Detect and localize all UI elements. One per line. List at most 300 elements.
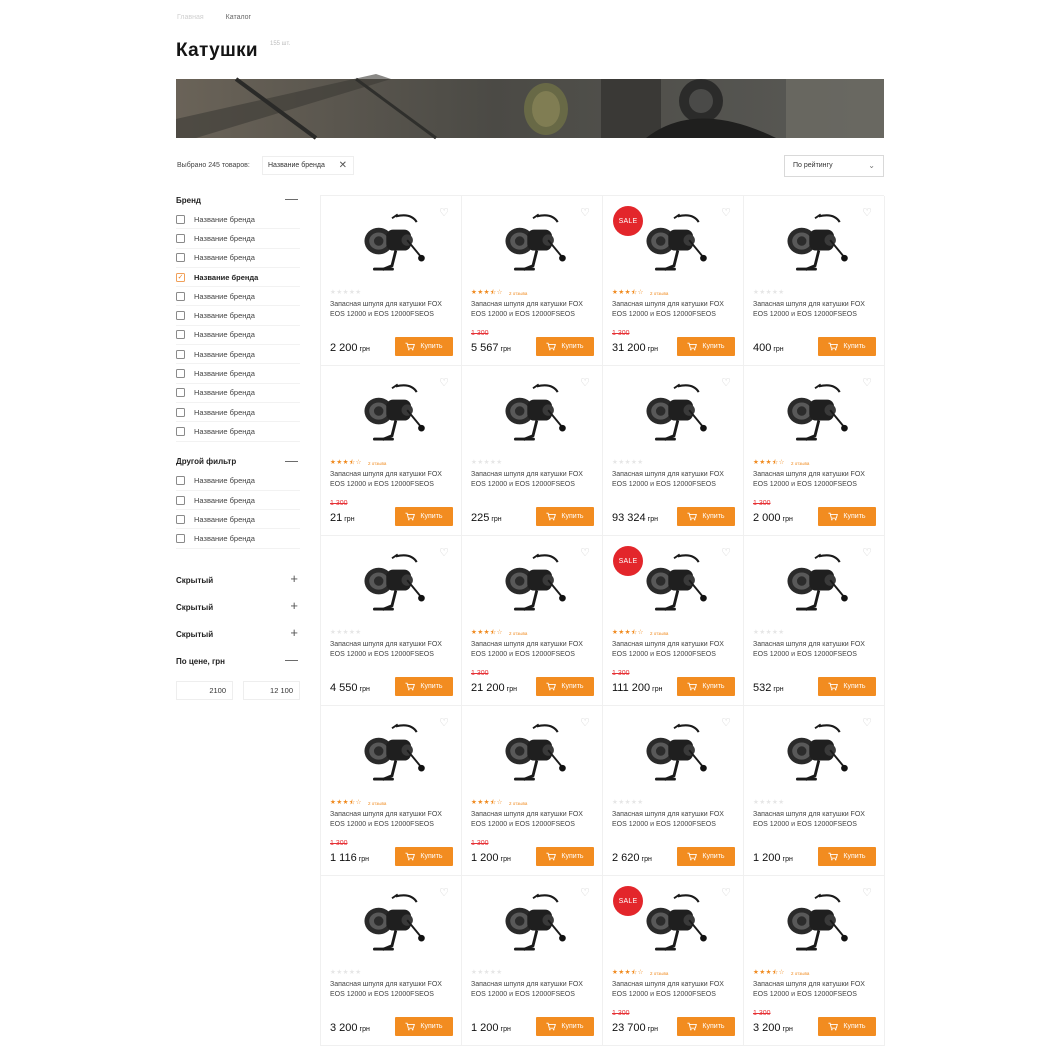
star-rating-icon: ★★★⯪☆ — [471, 289, 503, 296]
product-price — [471, 342, 511, 354]
buy-button[interactable] — [818, 507, 876, 526]
product-rating — [330, 968, 362, 976]
product-grid — [320, 195, 884, 1046]
product-name[interactable]: Запасная шпуля для катушки FOX EOS 12000 и EOS 12000FSEOS — [330, 301, 442, 318]
cart-icon — [405, 1022, 415, 1031]
filter-hidden-3[interactable] — [176, 621, 300, 648]
buy-label: Купить — [702, 853, 725, 860]
product-rating — [330, 798, 386, 809]
heart-icon[interactable]: ♡ — [862, 887, 872, 899]
price-from-input[interactable]: 2100 — [176, 681, 233, 700]
product-rating — [471, 968, 503, 976]
heart-icon[interactable]: ♡ — [862, 717, 872, 729]
heart-icon[interactable]: ♡ — [580, 207, 590, 219]
buy-label: Купить — [420, 1023, 443, 1030]
checkbox[interactable] — [176, 427, 185, 436]
product-image[interactable] — [495, 378, 571, 446]
product-image[interactable] — [777, 208, 853, 276]
product-price — [612, 512, 658, 524]
product-price — [330, 1022, 370, 1034]
product-rating — [471, 798, 527, 809]
checkbox[interactable] — [176, 515, 185, 524]
product-name[interactable]: Запасная шпуля для катушки FOX EOS 12000 и EOS 12000FSEOS — [612, 471, 724, 488]
product-card[interactable] — [321, 876, 462, 1046]
price-value: 2 620 — [612, 852, 640, 864]
product-card[interactable] — [462, 536, 603, 706]
star-rating-icon: ★★★★★ — [612, 459, 644, 466]
price-currency: грн — [782, 1026, 793, 1033]
heart-icon[interactable]: ♡ — [439, 887, 449, 899]
cart-icon — [828, 342, 838, 351]
sale-badge: SALE — [613, 546, 643, 576]
product-name[interactable]: Запасная шпуля для катушки FOX EOS 12000 и EOS 12000FSEOS — [471, 471, 583, 488]
product-image[interactable] — [495, 718, 571, 786]
active-filter-chip — [262, 156, 354, 175]
close-icon[interactable]: ✕ — [338, 160, 347, 171]
old-price: 1 300 — [330, 500, 348, 507]
price-range — [176, 681, 300, 700]
heart-icon[interactable]: ♡ — [439, 717, 449, 729]
filter-option[interactable] — [176, 510, 300, 529]
star-rating-icon: ★★★★★ — [471, 969, 503, 976]
price-value: 400 — [753, 342, 772, 354]
price-currency: грн — [647, 516, 658, 523]
heart-icon[interactable]: ♡ — [580, 717, 590, 729]
reviews-count[interactable]: 2 отзыва — [649, 291, 669, 296]
price-value: 1 200 — [753, 852, 781, 864]
reviews-count[interactable]: 2 отзыва — [649, 631, 669, 636]
price-currency: грн — [359, 686, 370, 693]
buy-button[interactable] — [536, 337, 594, 356]
breadcrumb-current: Каталог — [225, 14, 252, 21]
old-price: 1 300 — [612, 670, 630, 677]
product-card[interactable] — [744, 876, 885, 1046]
product-card[interactable] — [462, 876, 603, 1046]
product-image[interactable] — [354, 378, 430, 446]
cart-icon — [546, 682, 556, 691]
price-value: 93 324 — [612, 512, 646, 524]
product-card[interactable] — [744, 706, 885, 876]
product-card[interactable] — [462, 366, 603, 536]
product-name[interactable]: Запасная шпуля для катушки FOX EOS 12000 и EOS 12000FSEOS — [612, 301, 724, 318]
product-card[interactable] — [321, 366, 462, 536]
price-value: 532 — [753, 682, 772, 694]
reviews-count[interactable]: 2 отзыва — [649, 971, 669, 976]
star-rating-icon: ★★★⯪☆ — [753, 459, 785, 466]
filter-option[interactable] — [176, 249, 300, 268]
filter-option[interactable] — [176, 403, 300, 422]
old-price: 1 300 — [753, 1010, 771, 1017]
buy-button[interactable] — [677, 847, 735, 866]
heart-icon[interactable]: ♡ — [721, 887, 731, 899]
filter-hidden-2[interactable] — [176, 594, 300, 621]
product-rating — [753, 458, 809, 469]
product-image[interactable] — [777, 718, 853, 786]
buy-label: Купить — [561, 853, 584, 860]
buy-button[interactable] — [536, 847, 594, 866]
cart-icon — [546, 342, 556, 351]
old-price: 1 300 — [471, 840, 489, 847]
filter-option[interactable] — [176, 491, 300, 510]
reviews-count[interactable]: 2 отзыва — [508, 631, 528, 636]
buy-button[interactable] — [818, 677, 876, 696]
price-currency: грн — [359, 1026, 370, 1033]
product-rating — [612, 628, 668, 639]
filter-other-list — [176, 472, 300, 549]
product-price — [471, 682, 517, 694]
checkbox[interactable] — [176, 292, 185, 301]
checkbox[interactable] — [176, 330, 185, 339]
product-name[interactable]: Запасная шпуля для катушки FOX EOS 12000 и EOS 12000FSEOS — [471, 981, 583, 998]
checkbox[interactable] — [176, 388, 185, 397]
product-rating — [330, 458, 386, 469]
checkbox[interactable] — [176, 496, 185, 505]
product-image[interactable] — [495, 888, 571, 956]
heart-icon[interactable]: ♡ — [580, 887, 590, 899]
heart-icon[interactable]: ♡ — [721, 207, 731, 219]
price-currency: грн — [358, 856, 370, 863]
checkbox[interactable] — [176, 350, 185, 359]
price-currency: грн — [773, 346, 784, 353]
reviews-count[interactable]: 2 отзыва — [790, 461, 810, 466]
product-image[interactable] — [495, 208, 571, 276]
heart-icon[interactable]: ♡ — [439, 207, 449, 219]
product-card[interactable] — [321, 196, 462, 366]
buy-button[interactable] — [818, 1017, 876, 1036]
product-image[interactable] — [495, 548, 571, 616]
sort-label: По рейтингу — [793, 162, 833, 169]
filter-option[interactable] — [176, 210, 300, 229]
filter-option-label: Название бренда — [194, 233, 255, 243]
product-rating — [471, 458, 503, 466]
product-card[interactable] — [744, 366, 885, 536]
filter-option[interactable] — [176, 268, 300, 287]
filter-option-label: Название бренда — [194, 534, 255, 544]
product-card[interactable] — [321, 536, 462, 706]
price-value: 5 567 — [471, 342, 499, 354]
buy-button[interactable] — [677, 1017, 735, 1036]
filter-option-label: Название бренда — [194, 349, 255, 359]
cart-icon — [828, 682, 838, 691]
heart-icon[interactable]: ♡ — [862, 547, 872, 559]
filter-option-label: Название бренда — [194, 407, 255, 417]
filter-option[interactable] — [176, 229, 300, 248]
price-value: 21 200 — [471, 682, 505, 694]
cart-icon — [828, 1022, 838, 1031]
chip-label: Название бренда — [268, 162, 325, 169]
filter-other-header[interactable] — [176, 452, 300, 472]
filter-other-title: Другой фильтр — [176, 457, 237, 467]
reviews-count[interactable]: 2 отзыва — [508, 801, 528, 806]
product-card[interactable] — [603, 196, 744, 366]
cart-icon — [405, 512, 415, 521]
price-value: 1 200 — [471, 1022, 499, 1034]
star-rating-icon: ★★★⯪☆ — [330, 459, 362, 466]
chevron-down-icon: ⌄ — [868, 161, 875, 170]
price-currency: грн — [491, 516, 502, 523]
price-currency: грн — [641, 856, 652, 863]
product-rating — [612, 798, 644, 806]
product-price — [612, 1022, 658, 1034]
buy-label: Купить — [702, 343, 725, 350]
price-value: 3 200 — [330, 1022, 358, 1034]
checkbox[interactable] — [176, 234, 185, 243]
product-image[interactable] — [777, 548, 853, 616]
expand-icon[interactable]: + — [290, 597, 298, 613]
buy-label: Купить — [420, 343, 443, 350]
buy-button[interactable] — [536, 507, 594, 526]
category-banner — [176, 79, 884, 138]
product-image[interactable] — [354, 208, 430, 276]
buy-label: Купить — [702, 513, 725, 520]
product-name[interactable]: Запасная шпуля для катушки FOX EOS 12000 и EOS 12000FSEOS — [612, 641, 724, 658]
filter-brand-list — [176, 210, 300, 442]
filter-option[interactable] — [176, 306, 300, 325]
checkbox[interactable] — [176, 408, 185, 417]
product-image[interactable] — [777, 888, 853, 956]
buy-button[interactable] — [395, 847, 453, 866]
reviews-count[interactable]: 2 отзыва — [367, 461, 387, 466]
price-value: 21 — [330, 512, 343, 524]
price-currency: грн — [782, 856, 793, 863]
product-name[interactable]: Запасная шпуля для катушки FOX EOS 12000 и EOS 12000FSEOS — [753, 811, 865, 828]
buy-label: Купить — [420, 513, 443, 520]
filter-option[interactable] — [176, 345, 300, 364]
product-rating — [330, 628, 362, 636]
buy-button[interactable] — [818, 337, 876, 356]
heart-icon[interactable]: ♡ — [862, 207, 872, 219]
product-name[interactable]: Запасная шпуля для катушки FOX EOS 12000 и EOS 12000FSEOS — [471, 301, 583, 318]
buy-button[interactable] — [677, 337, 735, 356]
star-rating-icon: ★★★⯪☆ — [471, 799, 503, 806]
heart-icon[interactable]: ♡ — [439, 377, 449, 389]
price-currency: грн — [506, 686, 517, 693]
product-price — [753, 342, 784, 354]
filter-hidden-title: Скрытый — [176, 629, 214, 639]
cart-icon — [546, 1022, 556, 1031]
cart-icon — [405, 682, 415, 691]
buy-button[interactable] — [677, 677, 735, 696]
expand-icon[interactable]: + — [290, 624, 298, 640]
sale-badge: SALE — [613, 886, 643, 916]
product-rating — [612, 288, 668, 299]
page-title: Катушки — [176, 40, 258, 61]
cart-icon — [687, 682, 697, 691]
buy-button[interactable] — [395, 677, 453, 696]
product-card[interactable] — [603, 876, 744, 1046]
star-rating-icon: ★★★⯪☆ — [612, 969, 644, 976]
buy-label: Купить — [420, 683, 443, 690]
product-image[interactable] — [354, 718, 430, 786]
heart-icon[interactable]: ♡ — [721, 377, 731, 389]
buy-button[interactable] — [395, 1017, 453, 1036]
filter-option-label: Название бренда — [194, 476, 255, 486]
checkbox[interactable] — [176, 476, 185, 485]
product-name[interactable]: Запасная шпуля для катушки FOX EOS 12000 и EOS 12000FSEOS — [753, 981, 865, 998]
filter-option-label: Название бренда — [194, 369, 255, 379]
old-price: 1 300 — [471, 330, 489, 337]
product-name[interactable]: Запасная шпуля для катушки FOX EOS 12000 и EOS 12000FSEOS — [612, 811, 724, 828]
buy-button[interactable] — [536, 677, 594, 696]
old-price: 1 300 — [753, 500, 771, 507]
product-rating — [753, 628, 785, 636]
product-price — [330, 342, 370, 354]
filter-option-label: Название бренда — [194, 495, 255, 505]
product-price — [753, 1022, 793, 1034]
buy-button[interactable] — [818, 847, 876, 866]
cart-icon — [546, 512, 556, 521]
checkbox[interactable] — [176, 534, 185, 543]
product-card[interactable] — [603, 536, 744, 706]
heart-icon[interactable]: ♡ — [580, 547, 590, 559]
filter-price-header[interactable] — [176, 648, 300, 675]
product-image[interactable] — [636, 718, 712, 786]
price-to-input[interactable]: 12 100 — [243, 681, 300, 700]
buy-button[interactable] — [677, 507, 735, 526]
product-card[interactable] — [603, 706, 744, 876]
product-price — [612, 682, 662, 694]
price-currency: грн — [782, 516, 793, 523]
product-image[interactable] — [354, 548, 430, 616]
product-card[interactable] — [744, 196, 885, 366]
heart-icon[interactable]: ♡ — [439, 547, 449, 559]
product-name[interactable]: Запасная шпуля для катушки FOX EOS 12000 и EOS 12000FSEOS — [330, 641, 442, 658]
filter-brand-header[interactable] — [176, 190, 300, 210]
star-rating-icon: ★★★★★ — [753, 289, 785, 296]
checkbox[interactable] — [176, 215, 185, 224]
product-price — [330, 682, 370, 694]
buy-button[interactable] — [395, 507, 453, 526]
expand-icon[interactable]: + — [290, 570, 298, 586]
product-card[interactable] — [603, 366, 744, 536]
collapse-icon[interactable]: — — [285, 651, 298, 667]
star-rating-icon: ★★★⯪☆ — [330, 799, 362, 806]
product-rating — [330, 288, 362, 296]
filter-option-label: Название бренда — [194, 388, 255, 398]
product-card[interactable] — [321, 706, 462, 876]
product-rating — [753, 798, 785, 806]
sort-select[interactable] — [784, 155, 884, 177]
checkbox[interactable]: ✓ — [177, 273, 184, 281]
filter-option-label: Название бренда — [194, 426, 255, 436]
product-price — [612, 342, 658, 354]
buy-label: Купить — [843, 683, 866, 690]
price-value: 3 200 — [753, 1022, 781, 1034]
filter-option[interactable] — [176, 326, 300, 345]
product-name[interactable]: Запасная шпуля для катушки FOX EOS 12000 и EOS 12000FSEOS — [330, 471, 442, 488]
filter-option[interactable] — [176, 364, 300, 383]
product-price — [330, 512, 355, 524]
old-price: 1 300 — [612, 330, 630, 337]
product-price — [471, 852, 511, 864]
buy-button[interactable] — [536, 1017, 594, 1036]
product-image[interactable] — [777, 378, 853, 446]
old-price: 1 300 — [330, 840, 348, 847]
reviews-count[interactable]: 2 отзыва — [508, 291, 528, 296]
star-rating-icon: ★★★★★ — [330, 629, 362, 636]
product-name[interactable]: Запасная шпуля для катушки FOX EOS 12000 и EOS 12000FSEOS — [612, 981, 724, 998]
checkbox[interactable] — [176, 369, 185, 378]
price-currency: грн — [359, 346, 370, 353]
price-value: 31 200 — [612, 342, 646, 354]
buy-label: Купить — [843, 343, 866, 350]
price-currency: грн — [652, 686, 663, 693]
reviews-count[interactable]: 2 отзыва — [790, 971, 810, 976]
star-rating-icon: ★★★⯪☆ — [753, 969, 785, 976]
cart-icon — [405, 852, 415, 861]
cart-icon — [687, 342, 697, 351]
price-value: 4 550 — [330, 682, 358, 694]
buy-button[interactable] — [395, 337, 453, 356]
filter-option[interactable] — [176, 529, 300, 548]
collapse-icon[interactable]: — — [285, 452, 298, 468]
filter-option[interactable] — [176, 472, 300, 491]
product-name[interactable]: Запасная шпуля для катушки FOX EOS 12000 и EOS 12000FSEOS — [330, 981, 442, 998]
product-name[interactable]: Запасная шпуля для катушки FOX EOS 12000 и EOS 12000FSEOS — [753, 471, 865, 488]
star-rating-icon: ★★★★★ — [330, 289, 362, 296]
product-image[interactable] — [636, 208, 712, 276]
product-price — [612, 852, 652, 864]
heart-icon[interactable]: ♡ — [721, 717, 731, 729]
buy-label: Купить — [420, 853, 443, 860]
price-value: 1 116 — [330, 852, 357, 864]
filter-hidden-1[interactable] — [176, 567, 300, 594]
product-image[interactable] — [636, 888, 712, 956]
product-name[interactable]: Запасная шпуля для катушки FOX EOS 12000 и EOS 12000FSEOS — [753, 641, 865, 658]
product-card[interactable] — [744, 536, 885, 706]
product-name[interactable]: Запасная шпуля для катушки FOX EOS 12000 и EOS 12000FSEOS — [471, 811, 583, 828]
filter-option[interactable] — [176, 287, 300, 306]
buy-label: Купить — [561, 683, 584, 690]
cart-icon — [546, 852, 556, 861]
price-value: 2 200 — [330, 342, 358, 354]
price-currency: грн — [500, 1026, 511, 1033]
product-card[interactable] — [462, 706, 603, 876]
star-rating-icon: ★★★★★ — [471, 459, 503, 466]
cart-icon — [687, 1022, 697, 1031]
product-price — [753, 512, 793, 524]
product-rating — [471, 628, 527, 639]
product-image[interactable] — [354, 888, 430, 956]
price-value: 23 700 — [612, 1022, 646, 1034]
heart-icon[interactable]: ♡ — [721, 547, 731, 559]
product-name[interactable]: Запасная шпуля для катушки FOX EOS 12000 и EOS 12000FSEOS — [330, 811, 442, 828]
product-name[interactable]: Запасная шпуля для катушки FOX EOS 12000 и EOS 12000FSEOS — [471, 641, 583, 658]
breadcrumb-home[interactable]: Главная — [177, 14, 204, 21]
checkbox[interactable] — [176, 311, 185, 320]
heart-icon[interactable]: ♡ — [580, 377, 590, 389]
star-rating-icon: ★★★⯪☆ — [612, 289, 644, 296]
filter-option[interactable] — [176, 422, 300, 441]
collapse-icon[interactable]: — — [285, 191, 298, 206]
old-price: 1 300 — [612, 1010, 630, 1017]
product-card[interactable] — [462, 196, 603, 366]
reviews-count[interactable]: 2 отзыва — [367, 801, 387, 806]
filter-option-label: Название бренда — [194, 253, 255, 263]
checkbox[interactable] — [176, 253, 185, 262]
buy-label: Купить — [702, 1023, 725, 1030]
product-price — [753, 682, 784, 694]
price-currency: грн — [647, 1026, 658, 1033]
filter-option[interactable] — [176, 384, 300, 403]
product-rating — [612, 968, 668, 979]
product-image[interactable] — [636, 378, 712, 446]
heart-icon[interactable]: ♡ — [862, 377, 872, 389]
filter-price-title: По цене, грн — [176, 656, 226, 666]
old-price: 1 300 — [471, 670, 489, 677]
product-image[interactable] — [636, 548, 712, 616]
product-name[interactable]: Запасная шпуля для катушки FOX EOS 12000 и EOS 12000FSEOS — [753, 301, 865, 318]
